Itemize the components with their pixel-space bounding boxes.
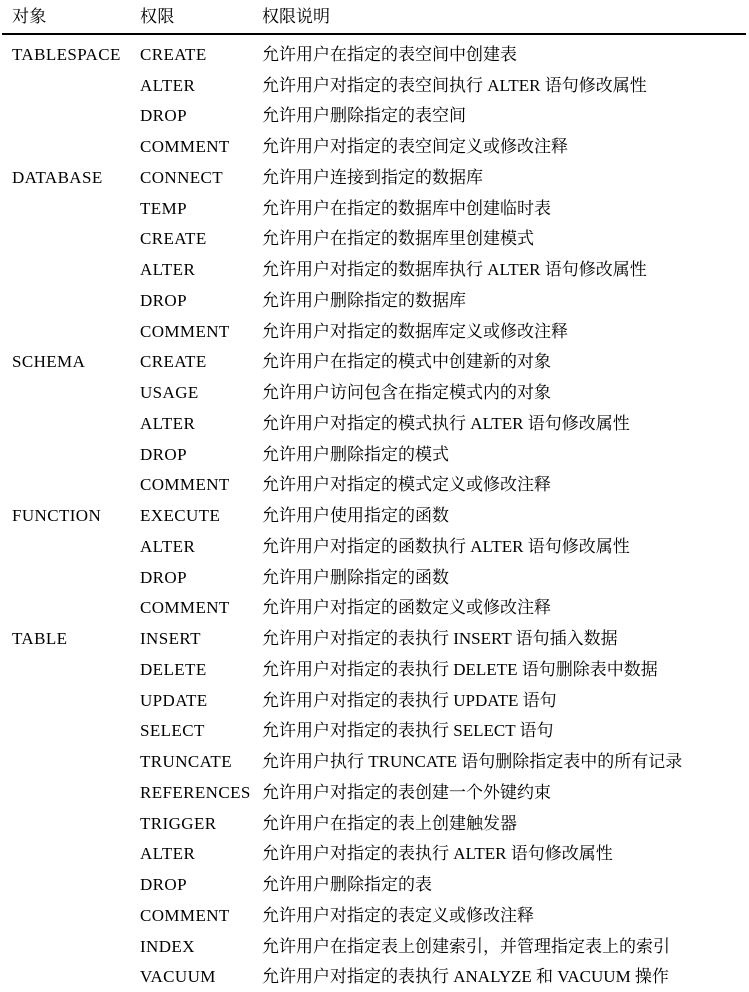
cell-description: 允许用户对指定的表执行 ANALYZE 和 VACUUM 操作 [262,968,749,985]
table-row [0,162,749,193]
cell-privilege: COMMENT [140,907,262,924]
cell-privilege: DROP [140,446,262,463]
column-header-privilege: 权限 [140,8,262,25]
cell-description: 允许用户删除指定的表 [262,876,749,893]
cell-privilege: CREATE [140,46,262,63]
cell-description: 允许用户在指定的模式中创建新的对象 [262,353,749,370]
cell-description: 允许用户在指定的表空间中创建表 [262,46,749,63]
table-row [0,654,749,685]
table-row [0,808,749,839]
table-row [0,39,749,70]
cell-privilege: UPDATE [140,692,262,709]
cell-description: 允许用户对指定的表执行 UPDATE 语句 [262,692,749,709]
cell-privilege: COMMENT [140,476,262,493]
table-row [0,531,749,562]
cell-description: 允许用户连接到指定的数据库 [262,169,749,186]
cell-description: 允许用户对指定的表执行 SELECT 语句 [262,722,749,739]
table-row [0,131,749,162]
table-row [0,900,749,931]
cell-description: 允许用户对指定的表定义或修改注释 [262,907,749,924]
table-row [0,500,749,531]
table-row [0,777,749,808]
table-row [0,931,749,962]
cell-description: 允许用户对指定的数据库执行 ALTER 语句修改属性 [262,261,749,278]
cell-privilege: ALTER [140,845,262,862]
cell-description: 允许用户对指定的函数执行 ALTER 语句修改属性 [262,538,749,555]
column-header-object: 对象 [0,8,140,25]
cell-privilege: INSERT [140,630,262,647]
table-row [0,347,749,378]
cell-privilege: INDEX [140,938,262,955]
cell-object: TABLESPACE [0,46,140,63]
cell-description: 允许用户对指定的表执行 ALTER 语句修改属性 [262,845,749,862]
cell-privilege: TRUNCATE [140,753,262,770]
cell-description: 允许用户对指定的函数定义或修改注释 [262,599,749,616]
cell-privilege: ALTER [140,415,262,432]
table-row [0,716,749,747]
cell-description: 允许用户对指定的模式执行 ALTER 语句修改属性 [262,415,749,432]
cell-object: DATABASE [0,169,140,186]
table-row [0,623,749,654]
cell-privilege: SELECT [140,722,262,739]
cell-privilege: CONNECT [140,169,262,186]
table-body [0,35,749,992]
cell-description: 允许用户在指定的表上创建触发器 [262,815,749,832]
cell-privilege: COMMENT [140,599,262,616]
cell-privilege: CREATE [140,230,262,247]
table-row [0,316,749,347]
cell-privilege: DROP [140,569,262,586]
cell-privilege: ALTER [140,261,262,278]
cell-description: 允许用户对指定的数据库定义或修改注释 [262,323,749,340]
cell-privilege: VACUUM [140,968,262,985]
cell-privilege: USAGE [140,384,262,401]
cell-privilege: COMMENT [140,138,262,155]
table-row [0,962,749,992]
cell-privilege: TRIGGER [140,815,262,832]
cell-object: SCHEMA [0,353,140,370]
table-row [0,254,749,285]
cell-privilege: DROP [140,107,262,124]
cell-description: 允许用户对指定的表执行 DELETE 语句删除表中数据 [262,661,749,678]
cell-description: 允许用户对指定的表空间执行 ALTER 语句修改属性 [262,77,749,94]
cell-privilege: DROP [140,292,262,309]
table-row [0,439,749,470]
table-row [0,377,749,408]
table-row [0,408,749,439]
table-row [0,839,749,870]
table-row [0,746,749,777]
table-row [0,470,749,501]
cell-description: 允许用户执行 TRUNCATE 语句删除指定表中的所有记录 [262,753,749,770]
cell-object: FUNCTION [0,507,140,524]
cell-privilege: EXECUTE [140,507,262,524]
cell-description: 允许用户对指定的表执行 INSERT 语句插入数据 [262,630,749,647]
table-row [0,70,749,101]
cell-privilege: CREATE [140,353,262,370]
table-row [0,869,749,900]
cell-description: 允许用户在指定表上创建索引，并管理指定表上的索引 [262,938,749,955]
cell-description: 允许用户对指定的模式定义或修改注释 [262,476,749,493]
cell-description: 允许用户在指定的数据库中创建临时表 [262,200,749,217]
cell-privilege: ALTER [140,77,262,94]
cell-object: TABLE [0,630,140,647]
cell-description: 允许用户访问包含在指定模式内的对象 [262,384,749,401]
cell-description: 允许用户删除指定的数据库 [262,292,749,309]
cell-description: 允许用户对指定的表创建一个外键约束 [262,784,749,801]
cell-description: 允许用户删除指定的模式 [262,446,749,463]
column-header-description: 权限说明 [262,8,749,25]
table-header-row [0,0,749,33]
table-row [0,193,749,224]
table-row [0,101,749,132]
cell-privilege: DELETE [140,661,262,678]
table-row [0,562,749,593]
cell-description: 允许用户删除指定的函数 [262,569,749,586]
table-row [0,285,749,316]
cell-privilege: DROP [140,876,262,893]
table-row [0,593,749,624]
table-row [0,224,749,255]
cell-description: 允许用户删除指定的表空间 [262,107,749,124]
cell-description: 允许用户使用指定的函数 [262,507,749,524]
table-row [0,685,749,716]
cell-description: 允许用户对指定的表空间定义或修改注释 [262,138,749,155]
cell-description: 允许用户在指定的数据库里创建模式 [262,230,749,247]
cell-privilege: ALTER [140,538,262,555]
cell-privilege: TEMP [140,200,262,217]
cell-privilege: REFERENCES [140,784,262,801]
cell-privilege: COMMENT [140,323,262,340]
